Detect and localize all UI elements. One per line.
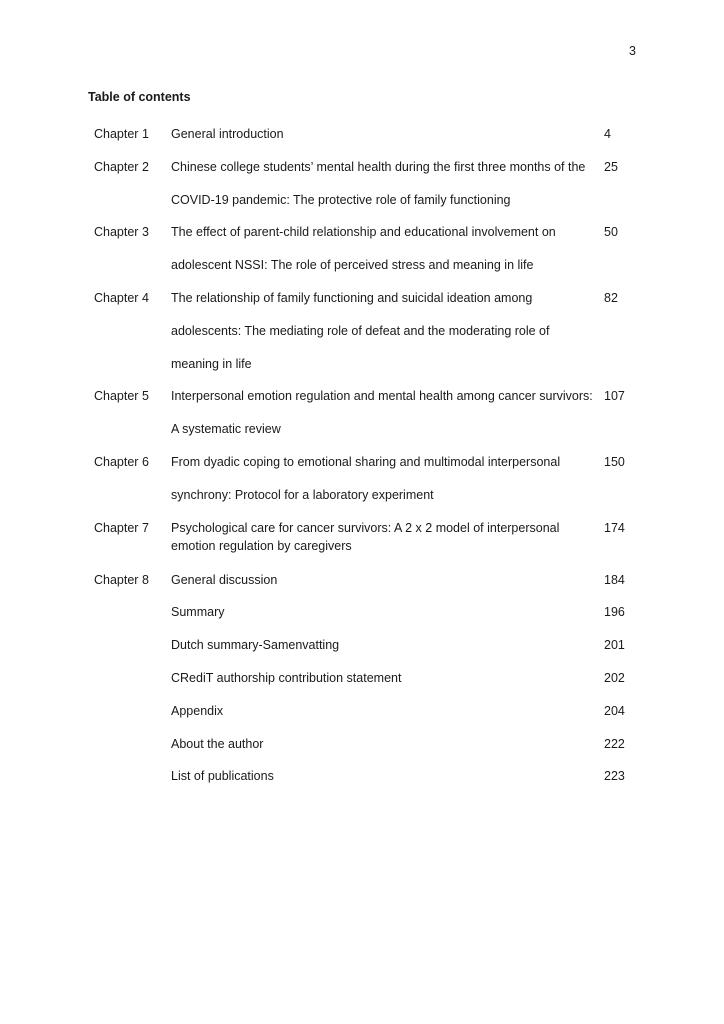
chapter-title-line: List of publications [171, 769, 274, 784]
chapter-title-line: Chinese college students’ mental health during the first three months of the [171, 159, 586, 174]
page-ref: 201 [604, 638, 625, 653]
page-ref: 223 [604, 769, 625, 784]
table-of-contents [94, 118, 634, 793]
toc-entry[interactable] [94, 596, 634, 629]
page-ref: 82 [604, 290, 618, 305]
toc-entry[interactable] [94, 512, 634, 555]
chapter-title-line: adolescents: The mediating role of defeat and the moderating role of [171, 323, 550, 338]
chapter-title-line: emotion regulation by caregivers [171, 538, 352, 553]
chapter-title-line: adolescent NSSI: The role of perceived stress and meaning in life [171, 258, 534, 273]
toc-entry[interactable] [94, 629, 634, 662]
chapter-title-line: Interpersonal emotion regulation and mental health among cancer survivors: [171, 389, 593, 404]
page-ref: 196 [604, 605, 625, 620]
chapter-title-line: From dyadic coping to emotional sharing and multimodal interpersonal [171, 454, 561, 469]
chapter-title-line: The effect of parent-child relationship and educational involvement on [171, 225, 556, 240]
chapter-label: Chapter 3 [94, 225, 149, 240]
chapter-title-line: Psychological care for cancer survivors: A 2 x 2 model of interpersonal [171, 520, 560, 535]
toc-entry[interactable] [94, 695, 634, 728]
page-ref: 50 [604, 225, 618, 240]
chapter-title-line: COVID-19 pandemic: The protective role of family functioning [171, 192, 511, 207]
chapter-label: Chapter 2 [94, 159, 149, 174]
page-ref: 202 [604, 670, 625, 685]
page-number: 3 [629, 44, 636, 58]
chapter-title-line: meaning in life [171, 356, 252, 371]
page-ref: 4 [604, 127, 611, 141]
page-ref: 184 [604, 572, 625, 587]
chapter-title [171, 118, 595, 151]
chapter-label: Chapter 8 [94, 572, 149, 587]
toc-entry[interactable] [94, 380, 634, 446]
chapter-title [171, 662, 595, 695]
chapter-title [171, 446, 595, 512]
chapter-title [171, 282, 595, 380]
page-ref: 204 [604, 703, 625, 718]
toc-entry[interactable] [94, 662, 634, 695]
chapter-title [171, 760, 595, 793]
toc-entry[interactable] [94, 760, 634, 793]
chapter-title-line: Dutch summary-Samenvatting [171, 638, 340, 653]
page-ref: 25 [604, 159, 618, 174]
chapter-title-line: About the author [171, 736, 264, 751]
page-title: Table of contents [88, 90, 191, 104]
chapter-title [171, 629, 595, 662]
chapter-label: Chapter 6 [94, 454, 149, 469]
toc-entry[interactable] [94, 282, 634, 380]
chapter-title-line: synchrony: Protocol for a laboratory experiment [171, 487, 434, 502]
chapter-title [171, 216, 595, 282]
toc-entry[interactable] [94, 118, 634, 151]
chapter-title-line: CRediT authorship contribution statement [171, 670, 402, 685]
chapter-title-line: The relationship of family functioning and suicidal ideation among [171, 290, 533, 305]
chapter-title-line: General discussion [171, 572, 278, 587]
chapter-label: Chapter 5 [94, 389, 149, 404]
chapter-title [171, 728, 595, 761]
chapter-label: Chapter 1 [94, 127, 149, 141]
chapter-title [171, 519, 595, 555]
chapter-title [171, 596, 595, 629]
chapter-label: Chapter 4 [94, 290, 149, 305]
page-ref: 107 [604, 389, 625, 404]
toc-entry[interactable] [94, 216, 634, 282]
chapter-label: Chapter 7 [94, 520, 149, 535]
toc-entry[interactable] [94, 728, 634, 761]
chapter-title [171, 151, 595, 217]
page-ref: 174 [604, 520, 625, 535]
chapter-title [171, 380, 595, 446]
chapter-title [171, 695, 595, 728]
chapter-title [171, 564, 595, 597]
chapter-title-line: Appendix [171, 703, 224, 718]
chapter-title-line: A systematic review [171, 422, 281, 437]
page-ref: 150 [604, 454, 625, 469]
toc-entry[interactable] [94, 151, 634, 217]
toc-entry[interactable] [94, 446, 634, 512]
page-ref: 222 [604, 736, 625, 751]
chapter-title-line: Summary [171, 605, 225, 620]
toc-entry[interactable] [94, 564, 634, 597]
chapter-title-line: General introduction [171, 127, 284, 141]
